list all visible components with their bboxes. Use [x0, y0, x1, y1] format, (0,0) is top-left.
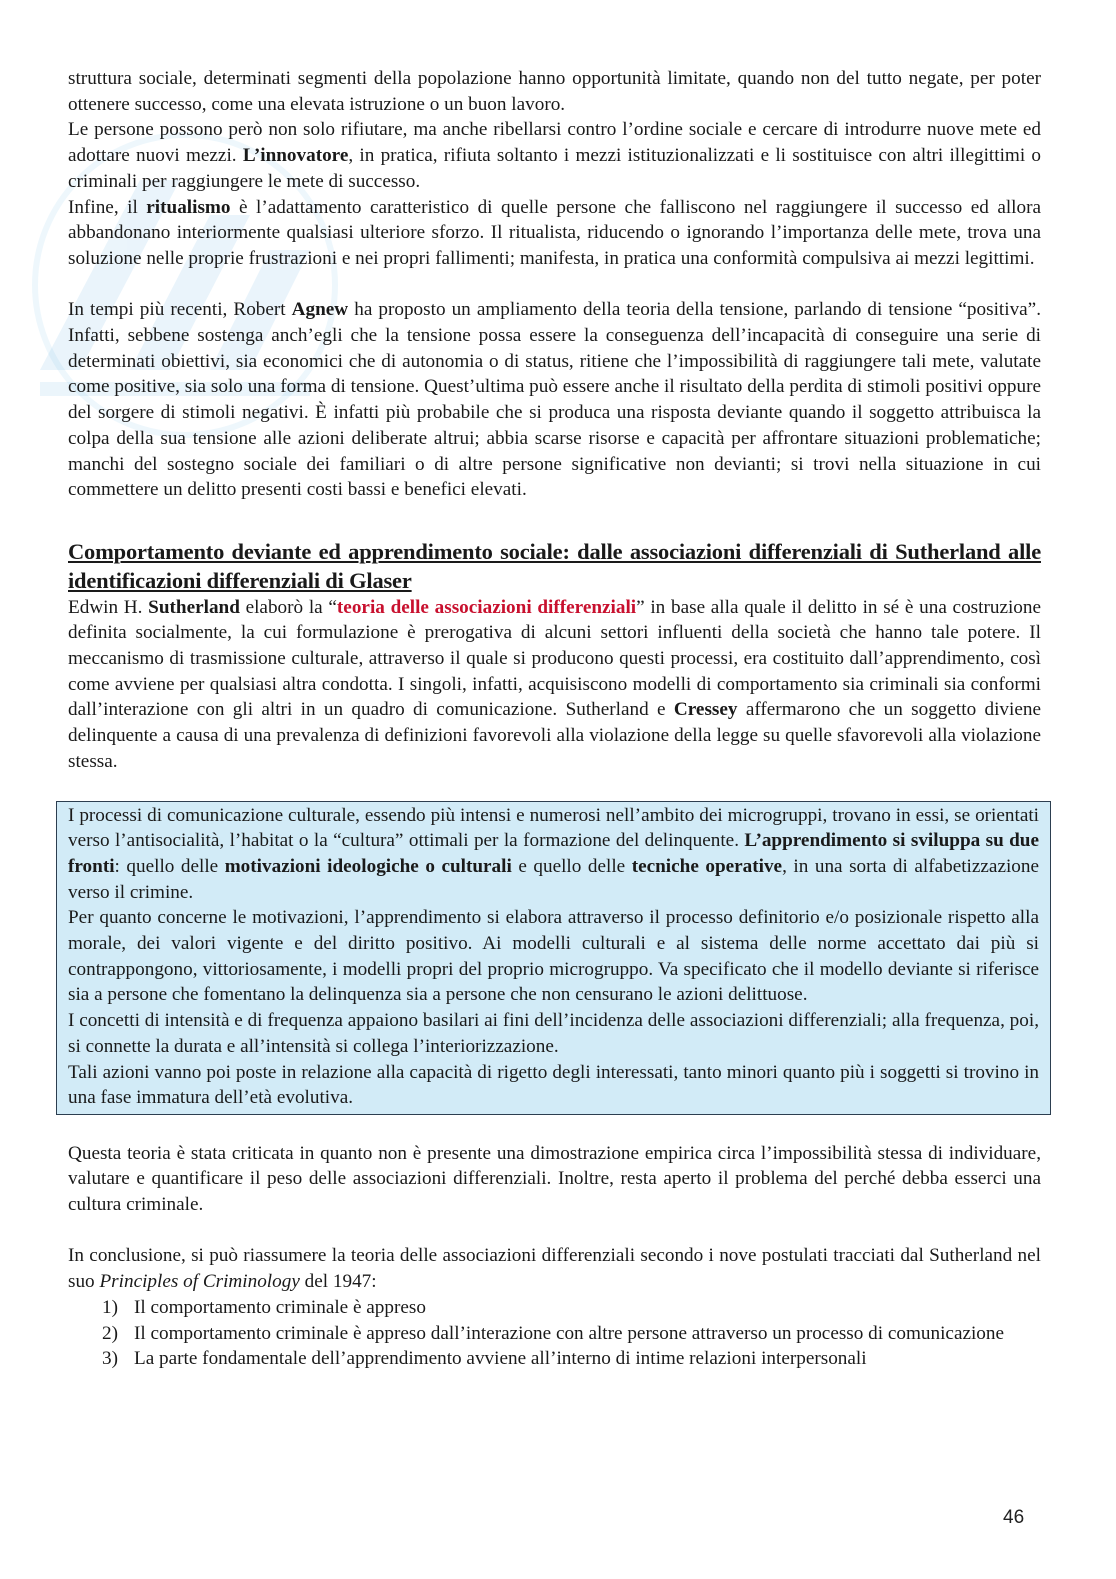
bold-term: Sutherland — [148, 596, 240, 618]
paragraph — [68, 595, 1041, 775]
text-run: Le persone possono però non solo rifiutare, ma anche ribellarsi contro l’ordine sociale e cercare di introdurre nuove mete ed adottare nuovi mezzi. — [68, 119, 1041, 167]
list-item — [102, 1295, 1041, 1321]
bold-term: L’innovatore — [242, 145, 349, 167]
list-number: 2) — [102, 1322, 118, 1344]
text-run: e quello delle — [511, 855, 632, 877]
paragraph: Questa teoria è stata criticata in quanto non è presente una dimostrazione empirica circa l’impossibilità stessa di individuare, valutare e quantificare il peso delle associazioni differenziali. Inoltre, resta aperto il problema del perché debba esserci una cultura criminale. — [68, 1142, 1041, 1216]
text-run: Infine, il — [68, 196, 147, 218]
section-heading: Comportamento deviante ed apprendimento sociale: dalle associazioni differenziali di Sutherland alle identificazioni differenziali di Glaser — [68, 538, 1041, 593]
paragraph — [68, 117, 1041, 194]
spacer — [68, 1115, 1041, 1141]
bold-term: motivazioni ideologiche o culturali — [224, 855, 512, 877]
text-run: affermarono che un soggetto diviene delinquente a causa di una prevalenza di definizioni favorevoli alla violazione della legge su quelle sfavorevoli alla violazione stessa. — [68, 699, 1041, 772]
text-run: I processi di comunicazione culturale, essendo più intensi e numerosi nell’ambito dei microgruppi, trovano in essi, se orientati verso l’antisocialità, l’habitat o la “cultura” ottimali per la formazione del delinquente. — [68, 804, 1039, 852]
bold-term: Agnew — [291, 299, 349, 321]
bold-term: Cressey — [673, 699, 738, 721]
list-item — [102, 1346, 1041, 1372]
text-run: è l’adattamento caratteristico di quelle persone che falliscono nel raggiungere il successo ed allora abbandonano interiormente qualsiasi ulteriore sforzo. Il ritualista, riducendo o ignorando l’importanza delle mete, trova una soluzione nelle proprie frustrazioni e nei propri fallimenti; manifesta, in pratica una conformità compulsiva ai mezzi legittimi. — [68, 196, 1041, 269]
list-text: Il comportamento criminale è appreso dall’interazione con altre persone attraverso un processo di comunicazione — [134, 1322, 1005, 1344]
paragraph — [68, 195, 1041, 272]
paragraph — [68, 1243, 1041, 1294]
text-run: In conclusione, si può riassumere la teoria delle associazioni differenziali secondo i nove postulati tracciati dal Sutherland nel suo — [68, 1245, 1041, 1293]
list-item — [102, 1321, 1041, 1347]
bold-term: ritualismo — [146, 196, 231, 218]
paragraph: Tali azioni vanno poi poste in relazione alla capacità di rigetto degli interessati, tanto minori quanto più i soggetti si trovino in una fase immatura dell’età evolutiva. — [68, 1061, 1039, 1109]
book-title: Principles of Criminology — [99, 1271, 300, 1293]
text-run: ” in base alla quale il delitto in sé è una costruzione definita socialmente, la cui formulazione è prerogativa di alcuni settori influenti della società che hanno tale potere. Il meccanismo di trasmissione culturale, attraverso il quale si producono questi processi, era costituito dall’apprendimento, così come avviene per qualsiasi altra condotta. I singoli, infatti, acquisiscono modelli di comportamento sia criminali sia conformi dall’interazione con gli altri in un quadro di comunicazione. Sutherland e — [68, 596, 1041, 721]
highlighted-term: teoria delle associazioni differenziali — [336, 596, 637, 618]
text-run: Edwin H. — [68, 596, 149, 618]
list-number: 1) — [102, 1296, 118, 1318]
page-content — [68, 66, 1041, 1372]
bold-term: tecniche operative — [631, 855, 783, 877]
text-run: In tempi più recenti, Robert — [68, 299, 292, 321]
page-number: 46 — [1003, 1507, 1025, 1528]
text-run: elaborò la “ — [239, 596, 337, 618]
list-text: La parte fondamentale dell’apprendimento avviene all’interno di intime relazioni interpersonali — [134, 1348, 867, 1370]
highlight-box — [56, 801, 1051, 1115]
text-run: struttura sociale, determinati segmenti della popolazione hanno opportunità limitate, quando non del tutto negate, per poter ottenere successo, come una elevata istruzione o un buon lavoro. — [68, 68, 1041, 115]
postulates-list — [68, 1295, 1041, 1372]
paragraph — [68, 66, 1041, 117]
paragraph — [68, 297, 1041, 503]
paragraph: I concetti di intensità e di frequenza appaiono basilari ai fini dell’incidenza delle associazioni differenziali; alla frequenza, poi, si connette la durata e all’intensità si collega l’interiorizzazione. — [68, 1010, 1039, 1057]
list-text: Il comportamento criminale è appreso — [134, 1296, 426, 1318]
text-run: ha proposto un ampliamento della teoria della tensione, parlando di tensione “positiva”. Infatti, sebbene sostenga anch’egli che la tensione possa essere la conseguenza dell’incapacità di conseguire una serie di determinati obiettivi, sia economici che di autonomia o di status, ritiene che l’impossibilità di raggiungere tali mete, valutate come positive, sia solo una forma di tensione. Quest’ultima può essere anche il risultato della perdita di stimoli positivi oppure del sorgere di stimoli negativi. È infatti più probabile che si produca una risposta deviante quando il soggetto attribuisca la colpa della sua tensione alle azioni deliberate altrui; abbia scarse risorse e capacità per affrontare situazioni problematiche; manchi del sostegno sociale dei familiari o di altre persone significative non devianti; si trovi nella situazione in cui commettere un delitto presenti costi bassi e benefici elevati. — [68, 299, 1041, 501]
text-run: , in pratica, rifiuta soltanto i mezzi istituzionalizzati e li sostituisce con altri illegittimi o criminali per raggiungere le mete di successo. — [68, 145, 1041, 192]
text-run: : quello delle — [114, 855, 225, 877]
spacer — [68, 503, 1041, 529]
spacer — [68, 272, 1041, 298]
paragraph — [68, 803, 1039, 906]
bold-term: L’apprendimento si sviluppa su due fronti — [68, 830, 1039, 877]
paragraph: Per quanto concerne le motivazioni, l’apprendimento si elabora attraverso il processo definitorio e/o posizionale rispetto alla morale, dei valori vigente e del diritto positivo. Ai modelli culturali e al sistema delle norme accettato dai più si contrappongono, vittoriosamente, i modelli propri del proprio microgruppo. Va specificato che il modello deviante si riferisce sia a persone che fomentano la delinquenza sia a persone che non censurano le azioni delittuose. — [68, 907, 1039, 1006]
spacer — [68, 1218, 1041, 1244]
text-run: , in una sorta di alfabetizzazione verso il crimine. — [68, 855, 1039, 903]
text-run: del 1947: — [299, 1271, 377, 1293]
list-number: 3) — [102, 1348, 118, 1370]
